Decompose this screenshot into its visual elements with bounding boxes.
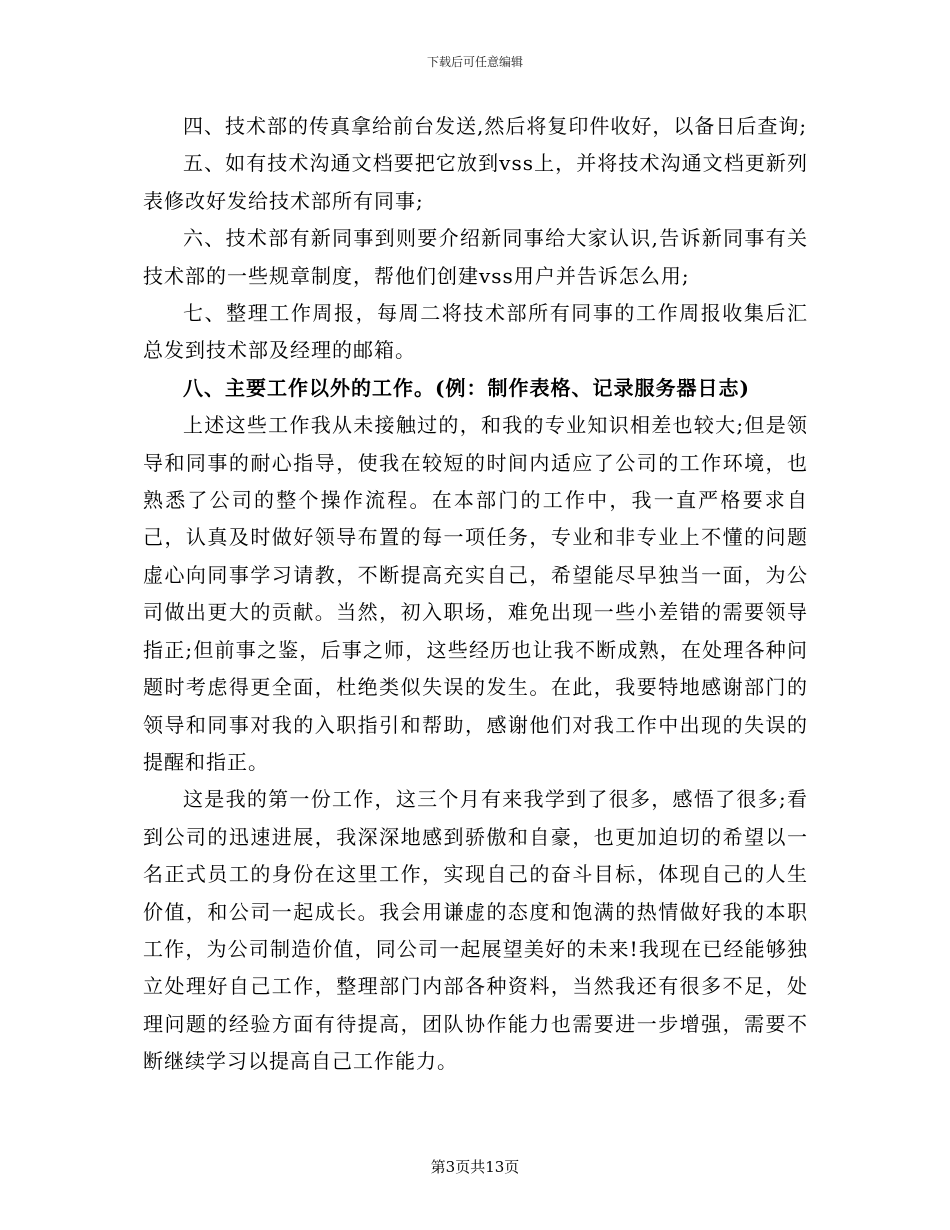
document-body — [143, 108, 808, 1081]
page-header: 下载后可任意编辑 — [426, 55, 523, 69]
paragraph-reflection: 这是我的第一份工作，这三个月有来我学到了很多，感悟了很多;看到公司的迅速进展，我深深地感到骄傲和自豪，也更加迫切的希望以一名正式员工的身份在这里工作，实现自己的奋斗目标，体现自己的人生价值，和公司一起成长。我会用谦虚的态度和饱满的热情做好我的本职工作，为公司制造价值，同公司一起展望美好的未来!我现在已经能够独立处理好自己工作，整理部门内部各种资料，当然我还有很多不足，处理问题的经验方面有待提高，团队协作能力也需要进一步增强，需要不断继续学习以提高自己工作能力。 — [143, 787, 808, 1074]
paragraph-item-5: 五、如有技术沟通文档要把它放到vss上，并将技术沟通文档更新列表修改好发给技术部所有同事; — [143, 151, 808, 213]
paragraph-item-8-heading: 八、主要工作以外的工作。(例：制作表格、记录服务器日志) — [183, 375, 750, 400]
paragraph-item-6: 六、技术部有新同事到则要介绍新同事给大家认识,告诉新同事有关技术部的一些规章制度，帮他们创建vss用户并告诉怎么用; — [143, 226, 808, 288]
paragraph-summary: 上述这些工作我从未接触过的，和我的专业知识相差也较大;但是领导和同事的耐心指导，使我在较短的时间内适应了公司的工作环境，也熟悉了公司的整个操作流程。在本部门的工作中，我一直严格要求自己，认真及时做好领导布置的每一项任务，专业和非专业上不懂的问题虚心向同事学习请教，不断提高充实自己，希望能尽早独当一面，为公司做出更大的贡献。当然，初入职场，难免出现一些小差错的需要领导指正;但前事之鉴，后事之师，这些经历也让我不断成熟，在处理各种问题时考虑得更全面，杜绝类似失误的发生。在此，我要特地感谢部门的领导和同事对我的入职指引和帮助，感谢他们对我工作中出现的失误的提醒和指正。 — [143, 413, 808, 774]
paragraph-item-7: 七、整理工作周报，每周二将技术部所有同事的工作周报收集后汇总发到技术部及经理的邮箱。 — [143, 301, 808, 363]
paragraph-item-4: 四、技术部的传真拿给前台发送,然后将复印件收好，以备日后查询; — [183, 114, 808, 138]
page-number: 第3页共13页 — [430, 1158, 520, 1176]
